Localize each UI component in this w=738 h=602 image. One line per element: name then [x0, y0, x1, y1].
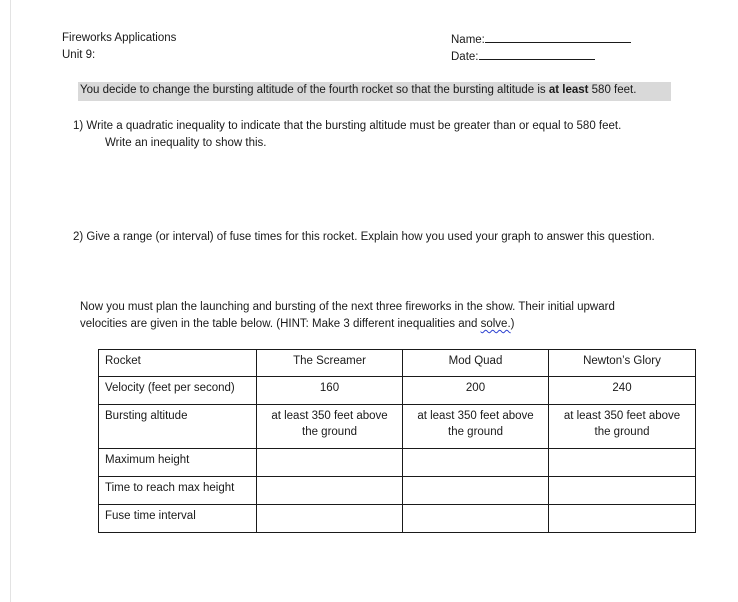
date-blank-line[interactable] — [479, 49, 595, 60]
plan-text-end: ) — [510, 318, 515, 330]
plan-text-line2 — [80, 318, 515, 330]
name-field[interactable] — [451, 32, 631, 46]
answer-cell[interactable] — [257, 505, 403, 533]
header-mod-quad: Mod Quad — [403, 350, 549, 377]
header-newtons-glory: Newton’s Glory — [549, 350, 696, 377]
table-row — [99, 449, 696, 477]
table-row — [99, 405, 696, 449]
plan-text-part: velocities are given in the table below. (HINT: Make 3 different inequalities and — [80, 318, 481, 330]
table-cell: at least 350 feet above the ground — [403, 405, 549, 449]
question-1-line2: Write an inequality to show this. — [105, 137, 267, 149]
plan-text-line1: Now you must plan the launching and bursting of the next three fireworks in the show. Their initial upward — [80, 301, 615, 313]
spellcheck-underlined-word: solve. — [480, 318, 511, 330]
row-label-fuse-time-interval: Fuse time interval — [99, 505, 257, 533]
name-label: Name: — [451, 34, 485, 46]
unit-label: Unit 9: — [62, 49, 96, 61]
course-title: Fireworks Applications — [62, 32, 177, 44]
table-cell: at least 350 feet above the ground — [257, 405, 403, 449]
page-left-edge — [10, 0, 11, 602]
table-row — [99, 505, 696, 533]
answer-cell[interactable] — [549, 505, 696, 533]
table-cell: at least 350 feet above the ground — [549, 405, 696, 449]
answer-cell[interactable] — [549, 477, 696, 505]
row-label-bursting-altitude: Bursting altitude — [99, 405, 257, 449]
table-row — [99, 377, 696, 405]
header-the-screamer: The Screamer — [257, 350, 403, 377]
table-cell: 160 — [257, 377, 403, 405]
question-2: 2) Give a range (or interval) of fuse times for this rocket. Explain how you used your graph to answer this question. — [73, 231, 655, 243]
date-label: Date: — [451, 51, 479, 63]
row-label-maximum-height: Maximum height — [99, 449, 257, 477]
answer-cell[interactable] — [549, 449, 696, 477]
fireworks-table — [98, 349, 696, 533]
question-1: 1) Write a quadratic inequality to indicate that the bursting altitude must be greater than or equal to 580 feet. — [73, 120, 622, 132]
answer-cell[interactable] — [257, 449, 403, 477]
table-row — [99, 477, 696, 505]
intro-text-part: You decide to change the bursting altitude of the fourth rocket so that the bursting altitude is — [80, 84, 549, 96]
answer-cell[interactable] — [403, 477, 549, 505]
intro-bold: at least — [548, 84, 589, 96]
answer-cell[interactable] — [403, 449, 549, 477]
intro-text-end: 580 feet. — [588, 84, 637, 96]
row-label-time-to-max-height: Time to reach max height — [99, 477, 257, 505]
intro-text — [80, 84, 636, 96]
table-header-row — [99, 350, 696, 377]
header-rocket: Rocket — [99, 350, 257, 377]
date-field[interactable] — [451, 49, 595, 63]
table-cell: 240 — [549, 377, 696, 405]
name-blank-line[interactable] — [485, 32, 631, 43]
answer-cell[interactable] — [257, 477, 403, 505]
answer-cell[interactable] — [403, 505, 549, 533]
table-cell: 200 — [403, 377, 549, 405]
row-label-velocity: Velocity (feet per second) — [99, 377, 257, 405]
